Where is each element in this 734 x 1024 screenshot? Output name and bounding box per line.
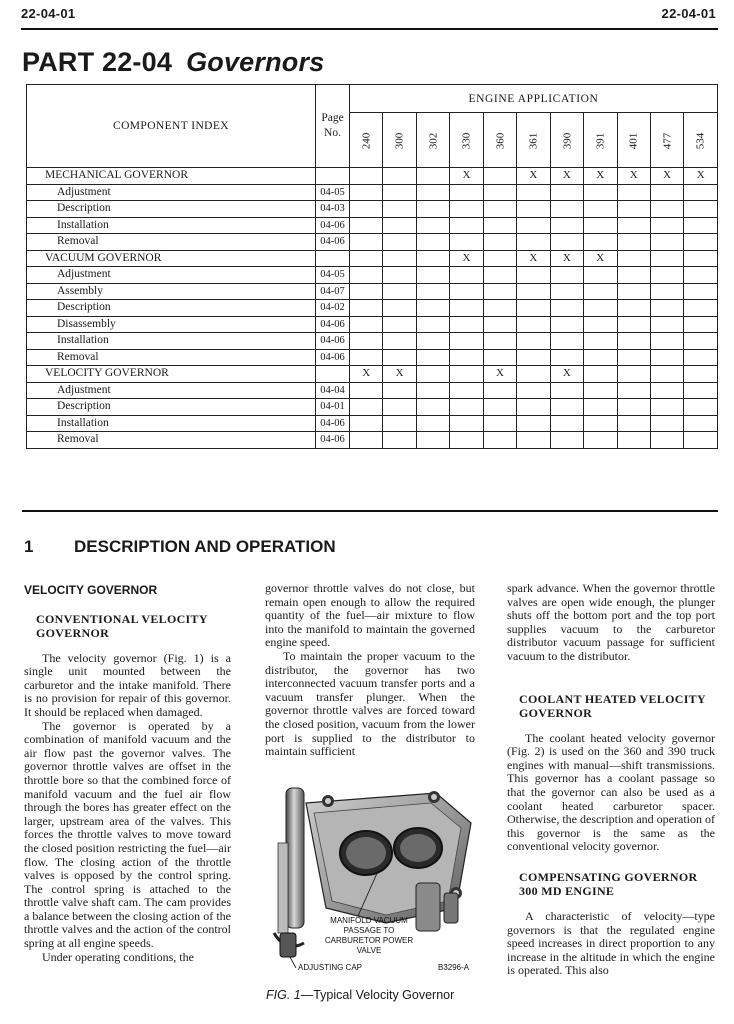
engine-mark-cell — [684, 432, 718, 449]
table-row — [27, 432, 718, 449]
velocity-governor-heading: VELOCITY GOVERNOR — [24, 583, 158, 597]
engine-mark-cell — [650, 349, 683, 366]
coolant-heated-heading: COOLANT HEATED VELOCITY GOVERNOR — [519, 691, 706, 720]
page-number-cell — [316, 366, 350, 383]
figure-label-adjusting: ADJUSTING CAP — [298, 963, 363, 972]
engine-mark-cell — [650, 201, 683, 218]
table-row — [27, 349, 718, 366]
engine-mark-cell — [684, 366, 718, 383]
engine-mark-cell — [416, 366, 449, 383]
figure-caption-text: —Typical Velocity Governor — [300, 988, 455, 1002]
engine-mark-cell — [416, 349, 449, 366]
page-header-line1: Page — [321, 112, 344, 124]
paragraph-3: Under operating conditions, the — [42, 949, 194, 964]
table-row — [27, 201, 718, 218]
engine-mark-cell — [483, 168, 516, 185]
engine-header-cell — [350, 113, 383, 168]
column-3 — [507, 582, 715, 978]
engine-mark-cell — [584, 267, 617, 284]
engine-mark-cell — [483, 333, 516, 350]
engine-mark-cell — [416, 234, 449, 251]
engine-mark-cell — [617, 349, 650, 366]
engine-mark-cell — [483, 349, 516, 366]
engine-mark-cell — [584, 349, 617, 366]
engine-mark-cell — [650, 415, 683, 432]
engine-mark-cell — [650, 432, 683, 449]
paragraph-1: The velocity governor (Fig. 1) is a single unit mounted between the carburetor and the intake manifold. There is no provision for repair of this governor. It should be replaced when damaged. — [24, 650, 231, 719]
table-row — [27, 316, 718, 333]
engine-header-cell — [617, 113, 650, 168]
section-title-text: DESCRIPTION AND OPERATION — [74, 537, 336, 556]
engine-mark-cell — [617, 234, 650, 251]
engine-mark-cell — [650, 267, 683, 284]
engine-mark-cell — [550, 201, 583, 218]
page-number-cell — [316, 168, 350, 185]
engine-mark-cell — [383, 217, 416, 234]
component-index-body — [27, 168, 718, 449]
engine-mark-cell — [584, 300, 617, 317]
engine-mark-cell — [450, 184, 483, 201]
page-number-cell: 04-05 — [316, 267, 350, 284]
engine-mark-cell — [350, 217, 383, 234]
engine-mark-cell — [650, 250, 683, 267]
component-label: Removal — [27, 432, 316, 449]
engine-mark-cell — [617, 382, 650, 399]
engine-mark-cell: X — [550, 250, 583, 267]
page-number-cell: 04-06 — [316, 415, 350, 432]
engine-mark-cell — [483, 432, 516, 449]
page-number-cell — [316, 250, 350, 267]
engine-header-label: 534 — [694, 132, 707, 150]
component-label: Description — [27, 399, 316, 416]
engine-mark-cell — [517, 234, 550, 251]
page-number-cell: 04-07 — [316, 283, 350, 300]
engine-mark-cell — [416, 184, 449, 201]
component-label: Description — [27, 201, 316, 218]
engine-mark-cell — [383, 415, 416, 432]
engine-mark-cell — [684, 283, 718, 300]
engine-mark-cell — [383, 349, 416, 366]
engine-mark-cell — [550, 382, 583, 399]
table-row — [27, 184, 718, 201]
engine-mark-cell — [450, 300, 483, 317]
section-rule — [22, 510, 718, 512]
engine-mark-cell: X — [584, 250, 617, 267]
component-label: Adjustment — [27, 267, 316, 284]
engine-mark-cell — [517, 349, 550, 366]
engine-mark-cell — [517, 415, 550, 432]
engine-mark-cell — [684, 250, 718, 267]
engine-mark-cell — [483, 399, 516, 416]
page-number-cell: 04-01 — [316, 399, 350, 416]
engine-header-label: 330 — [460, 132, 473, 150]
engine-mark-cell: X — [350, 366, 383, 383]
engine-mark-cell — [383, 316, 416, 333]
engine-mark-cell — [383, 234, 416, 251]
engine-mark-cell: X — [650, 168, 683, 185]
engine-mark-cell — [584, 217, 617, 234]
table-row — [27, 283, 718, 300]
engine-mark-cell — [450, 382, 483, 399]
page-number-cell: 04-06 — [316, 349, 350, 366]
engine-mark-cell — [450, 349, 483, 366]
engine-mark-cell: X — [684, 168, 718, 185]
table-row — [27, 250, 718, 267]
engine-header-cell — [483, 113, 516, 168]
compensating-governor-heading: COMPENSATING GOVERNOR 300 MD ENGINE — [519, 869, 698, 898]
engine-mark-cell — [383, 184, 416, 201]
engine-mark-cell — [584, 234, 617, 251]
engine-mark-cell — [684, 333, 718, 350]
engine-mark-cell — [350, 300, 383, 317]
header-rule — [21, 28, 718, 30]
engine-mark-cell — [450, 399, 483, 416]
component-label: Removal — [27, 234, 316, 251]
component-label: Installation — [27, 333, 316, 350]
page-number-cell: 04-03 — [316, 201, 350, 218]
engine-mark-cell — [416, 333, 449, 350]
figure-number: FIG. 1 — [266, 988, 301, 1002]
part-number: PART 22-04 — [22, 47, 173, 77]
component-label: Disassembly — [27, 316, 316, 333]
engine-mark-cell — [416, 168, 449, 185]
engine-header-cell — [383, 113, 416, 168]
engine-mark-cell: X — [383, 366, 416, 383]
engine-header-label: 302 — [427, 132, 440, 150]
engine-header-cell — [450, 113, 483, 168]
engine-mark-cell — [550, 184, 583, 201]
engine-mark-cell — [584, 184, 617, 201]
engine-mark-cell — [517, 283, 550, 300]
component-index-table — [26, 84, 718, 449]
engine-mark-cell — [650, 217, 683, 234]
engine-mark-cell — [350, 316, 383, 333]
engine-mark-cell — [450, 432, 483, 449]
paragraph-5: To maintain the proper vacuum to the distributor, the governor has two interconnected vacuum transfer ports and a vacuum transfer plunger. When the governor throttle valves are forced toward the closed position, vacuum from the lower port is supplied to the distributor to maintain sufficient — [265, 648, 475, 759]
engine-mark-cell — [550, 415, 583, 432]
engine-mark-cell — [684, 382, 718, 399]
engine-header-cell — [416, 113, 449, 168]
paragraph-4: governor throttle valves do not close, but remain open enough to allow the required quantity of the fuel—air mixture to flow into the manifold to maintain the governed engine speed. — [265, 581, 475, 650]
engine-mark-cell — [350, 267, 383, 284]
page-number-cell: 04-05 — [316, 184, 350, 201]
engine-mark-cell — [684, 300, 718, 317]
page-number-left: 22-04-01 — [21, 6, 76, 21]
paragraph-7: The coolant heated velocity governor (Fig. 2) is used on the 360 and 390 truck engines with manual—shift transmissions. This governor has a coolant passage so that the governor can also be used as a coolant heated carburetor spacer. Otherwise, the description and operation of this governor is the same as the conventional velocity governor. — [507, 730, 715, 854]
figure-caption — [266, 988, 476, 1002]
engine-mark-cell — [383, 283, 416, 300]
engine-header-label: 401 — [627, 132, 640, 150]
engine-mark-cell — [684, 184, 718, 201]
engine-mark-cell — [416, 283, 449, 300]
engine-mark-cell — [416, 217, 449, 234]
component-label: Adjustment — [27, 382, 316, 399]
engine-mark-cell — [517, 217, 550, 234]
engine-mark-cell — [584, 415, 617, 432]
engine-mark-cell — [617, 283, 650, 300]
engine-mark-cell — [416, 415, 449, 432]
figure-code: B3296-A — [438, 963, 470, 972]
engine-mark-cell — [416, 201, 449, 218]
engine-mark-cell — [483, 316, 516, 333]
engine-mark-cell — [650, 184, 683, 201]
engine-mark-cell — [684, 234, 718, 251]
engine-mark-cell — [550, 267, 583, 284]
engine-mark-cell: X — [450, 250, 483, 267]
engine-mark-cell — [550, 316, 583, 333]
engine-mark-cell: X — [584, 168, 617, 185]
engine-mark-cell — [617, 300, 650, 317]
engine-header-label: 300 — [393, 132, 406, 150]
engine-mark-cell — [650, 283, 683, 300]
engine-mark-cell — [684, 267, 718, 284]
engine-mark-cell — [383, 432, 416, 449]
engine-mark-cell — [450, 316, 483, 333]
engine-mark-cell — [450, 415, 483, 432]
engine-header-label: 477 — [661, 132, 674, 150]
engine-mark-cell: X — [483, 366, 516, 383]
engine-mark-cell: X — [550, 366, 583, 383]
component-label: Installation — [27, 415, 316, 432]
engine-mark-cell — [350, 349, 383, 366]
engine-mark-cell — [383, 382, 416, 399]
engine-mark-cell — [450, 234, 483, 251]
engine-header-cell — [517, 113, 550, 168]
engine-mark-cell — [584, 366, 617, 383]
engine-mark-cell — [584, 399, 617, 416]
engine-mark-cell — [416, 399, 449, 416]
table-row — [27, 300, 718, 317]
engine-mark-cell — [550, 349, 583, 366]
page-number-cell: 04-06 — [316, 333, 350, 350]
part-subtitle: Governors — [186, 47, 325, 77]
engine-mark-cell — [450, 217, 483, 234]
component-label: VACUUM GOVERNOR — [27, 250, 316, 267]
engine-mark-cell — [617, 184, 650, 201]
component-label: Adjustment — [27, 184, 316, 201]
paragraph-2: The governor is operated by a combination of manifold vacuum and the air flow past the governor valves. The governor throttle valves are offset in the throttle bore so that the combined force of manifold vacuum and the fuel air flow through the bores has greater effect on the larger, upstream area of the valves. This forces the throttle valves to move toward the closed position restricting the fuel—air flow. The closing action of the throttle valves is opposed by the control spring. The control spring is attached to the throttle valve shaft cam. The cam provides a balance between the closing action of the throttle valves and the action of the control spring at all engine speeds. — [24, 718, 231, 951]
paragraph-6: spark advance. When the governor throttle valves are open wide enough, the plunger shuts off the bottom port and the top port supplies vacuum to the carburetor distributor vacuum passage for sufficient vacuum to the distributor. — [507, 581, 715, 663]
engine-mark-cell — [684, 349, 718, 366]
engine-mark-cell — [650, 399, 683, 416]
engine-mark-cell — [684, 201, 718, 218]
page-number-right: 22-04-01 — [661, 6, 716, 21]
table-row — [27, 217, 718, 234]
table-row — [27, 234, 718, 251]
engine-mark-cell — [617, 316, 650, 333]
page-number-cell: 04-02 — [316, 300, 350, 317]
engine-mark-cell — [350, 382, 383, 399]
figure-label-manifold: MANIFOLD VACUUM PASSAGE TO CARBURETOR POWER VALVE — [324, 916, 414, 955]
engine-mark-cell — [584, 201, 617, 218]
engine-mark-cell — [350, 333, 383, 350]
engine-header-label: 360 — [493, 132, 506, 150]
engine-mark-cell — [584, 333, 617, 350]
engine-mark-cell — [350, 168, 383, 185]
engine-mark-cell — [383, 267, 416, 284]
engine-mark-cell — [416, 382, 449, 399]
engine-mark-cell — [383, 399, 416, 416]
engine-mark-cell — [617, 399, 650, 416]
engine-mark-cell — [650, 234, 683, 251]
page-number-cell: 04-06 — [316, 316, 350, 333]
engine-mark-cell — [350, 283, 383, 300]
engine-mark-cell — [383, 168, 416, 185]
engine-mark-cell — [617, 267, 650, 284]
engine-mark-cell — [383, 250, 416, 267]
engine-mark-cell — [350, 399, 383, 416]
section-title — [24, 537, 336, 557]
engine-mark-cell — [416, 432, 449, 449]
engine-mark-cell — [517, 267, 550, 284]
engine-mark-cell — [350, 432, 383, 449]
engine-mark-cell: X — [550, 168, 583, 185]
engine-mark-cell — [383, 333, 416, 350]
engine-mark-cell — [416, 250, 449, 267]
component-label: Installation — [27, 217, 316, 234]
component-label: MECHANICAL GOVERNOR — [27, 168, 316, 185]
column-1 — [24, 582, 231, 964]
engine-mark-cell — [550, 300, 583, 317]
table-row — [27, 333, 718, 350]
engine-mark-cell — [550, 432, 583, 449]
engine-mark-cell — [550, 217, 583, 234]
table-row — [27, 267, 718, 284]
engine-mark-cell — [450, 333, 483, 350]
page-number-cell: 04-06 — [316, 432, 350, 449]
engine-mark-cell — [450, 201, 483, 218]
component-label: Assembly — [27, 283, 316, 300]
engine-mark-cell — [483, 250, 516, 267]
engine-mark-cell — [483, 415, 516, 432]
paragraph-8: A characteristic of velocity—type governors is that the regulated engine speed increases in direct proportion to any increase in the altitude in which the engine is operated. This also — [507, 908, 715, 978]
engine-header-cell — [650, 113, 683, 168]
section-number: 1 — [24, 537, 34, 556]
engine-mark-cell — [550, 234, 583, 251]
table-row — [27, 382, 718, 399]
page-number-cell: 04-06 — [316, 234, 350, 251]
column-2 — [265, 582, 475, 759]
engine-mark-cell — [650, 333, 683, 350]
engine-header-cell — [684, 113, 718, 168]
engine-header-label: 391 — [594, 132, 607, 150]
component-index-header: COMPONENT INDEX — [27, 85, 316, 168]
component-label: Removal — [27, 349, 316, 366]
engine-mark-cell — [416, 267, 449, 284]
page-number-cell: 04-06 — [316, 217, 350, 234]
engine-mark-cell: X — [517, 250, 550, 267]
engine-mark-cell — [483, 382, 516, 399]
page-number-cell: 04-04 — [316, 382, 350, 399]
component-label: VELOCITY GOVERNOR — [27, 366, 316, 383]
engine-mark-cell — [517, 432, 550, 449]
conventional-velocity-heading: CONVENTIONAL VELOCITY GOVERNOR — [36, 611, 208, 640]
engine-mark-cell: X — [617, 168, 650, 185]
engine-mark-cell — [684, 415, 718, 432]
engine-mark-cell — [550, 283, 583, 300]
engine-mark-cell — [584, 382, 617, 399]
engine-mark-cell — [483, 234, 516, 251]
engine-mark-cell — [584, 316, 617, 333]
engine-mark-cell — [483, 184, 516, 201]
engine-mark-cell — [517, 300, 550, 317]
engine-mark-cell — [383, 300, 416, 317]
engine-mark-cell — [416, 316, 449, 333]
engine-mark-cell — [483, 300, 516, 317]
engine-mark-cell — [450, 283, 483, 300]
engine-mark-cell: X — [517, 168, 550, 185]
table-row — [27, 399, 718, 416]
engine-mark-cell — [517, 333, 550, 350]
figure-1 — [266, 783, 476, 983]
engine-mark-cell — [684, 316, 718, 333]
engine-mark-cell — [550, 399, 583, 416]
engine-application-header: ENGINE APPLICATION — [350, 85, 718, 113]
engine-mark-cell — [617, 217, 650, 234]
engine-mark-cell — [483, 217, 516, 234]
table-row — [27, 415, 718, 432]
engine-mark-cell — [517, 399, 550, 416]
engine-mark-cell — [350, 234, 383, 251]
part-title — [22, 47, 324, 78]
engine-mark-cell — [383, 201, 416, 218]
engine-mark-cell — [617, 432, 650, 449]
engine-mark-cell — [450, 366, 483, 383]
engine-mark-cell: X — [450, 168, 483, 185]
engine-mark-cell — [650, 300, 683, 317]
engine-mark-cell — [517, 184, 550, 201]
table-row — [27, 168, 718, 185]
engine-header-label: 240 — [360, 132, 373, 150]
engine-mark-cell — [517, 316, 550, 333]
engine-mark-cell — [350, 250, 383, 267]
engine-mark-cell — [650, 382, 683, 399]
engine-mark-cell — [483, 267, 516, 284]
engine-mark-cell — [350, 415, 383, 432]
engine-mark-cell — [684, 399, 718, 416]
engine-mark-cell — [684, 217, 718, 234]
table-row — [27, 366, 718, 383]
engine-header-label: 361 — [527, 132, 540, 150]
engine-mark-cell — [483, 283, 516, 300]
engine-mark-cell — [483, 201, 516, 218]
engine-mark-cell — [617, 333, 650, 350]
engine-mark-cell — [517, 201, 550, 218]
engine-mark-cell — [550, 333, 583, 350]
engine-header-cell — [550, 113, 583, 168]
engine-mark-cell — [617, 250, 650, 267]
engine-mark-cell — [350, 201, 383, 218]
engine-mark-cell — [517, 382, 550, 399]
page-header-line2: No. — [324, 127, 341, 139]
engine-mark-cell — [584, 432, 617, 449]
engine-mark-cell — [517, 366, 550, 383]
engine-mark-cell — [450, 267, 483, 284]
engine-mark-cell — [617, 415, 650, 432]
engine-mark-cell — [584, 283, 617, 300]
page-no-header — [316, 85, 350, 168]
engine-mark-cell — [650, 316, 683, 333]
engine-mark-cell — [350, 184, 383, 201]
engine-mark-cell — [650, 366, 683, 383]
engine-header-label: 390 — [560, 132, 573, 150]
component-label: Description — [27, 300, 316, 317]
engine-header-cell — [584, 113, 617, 168]
engine-mark-cell — [416, 300, 449, 317]
engine-mark-cell — [617, 201, 650, 218]
engine-mark-cell — [617, 366, 650, 383]
